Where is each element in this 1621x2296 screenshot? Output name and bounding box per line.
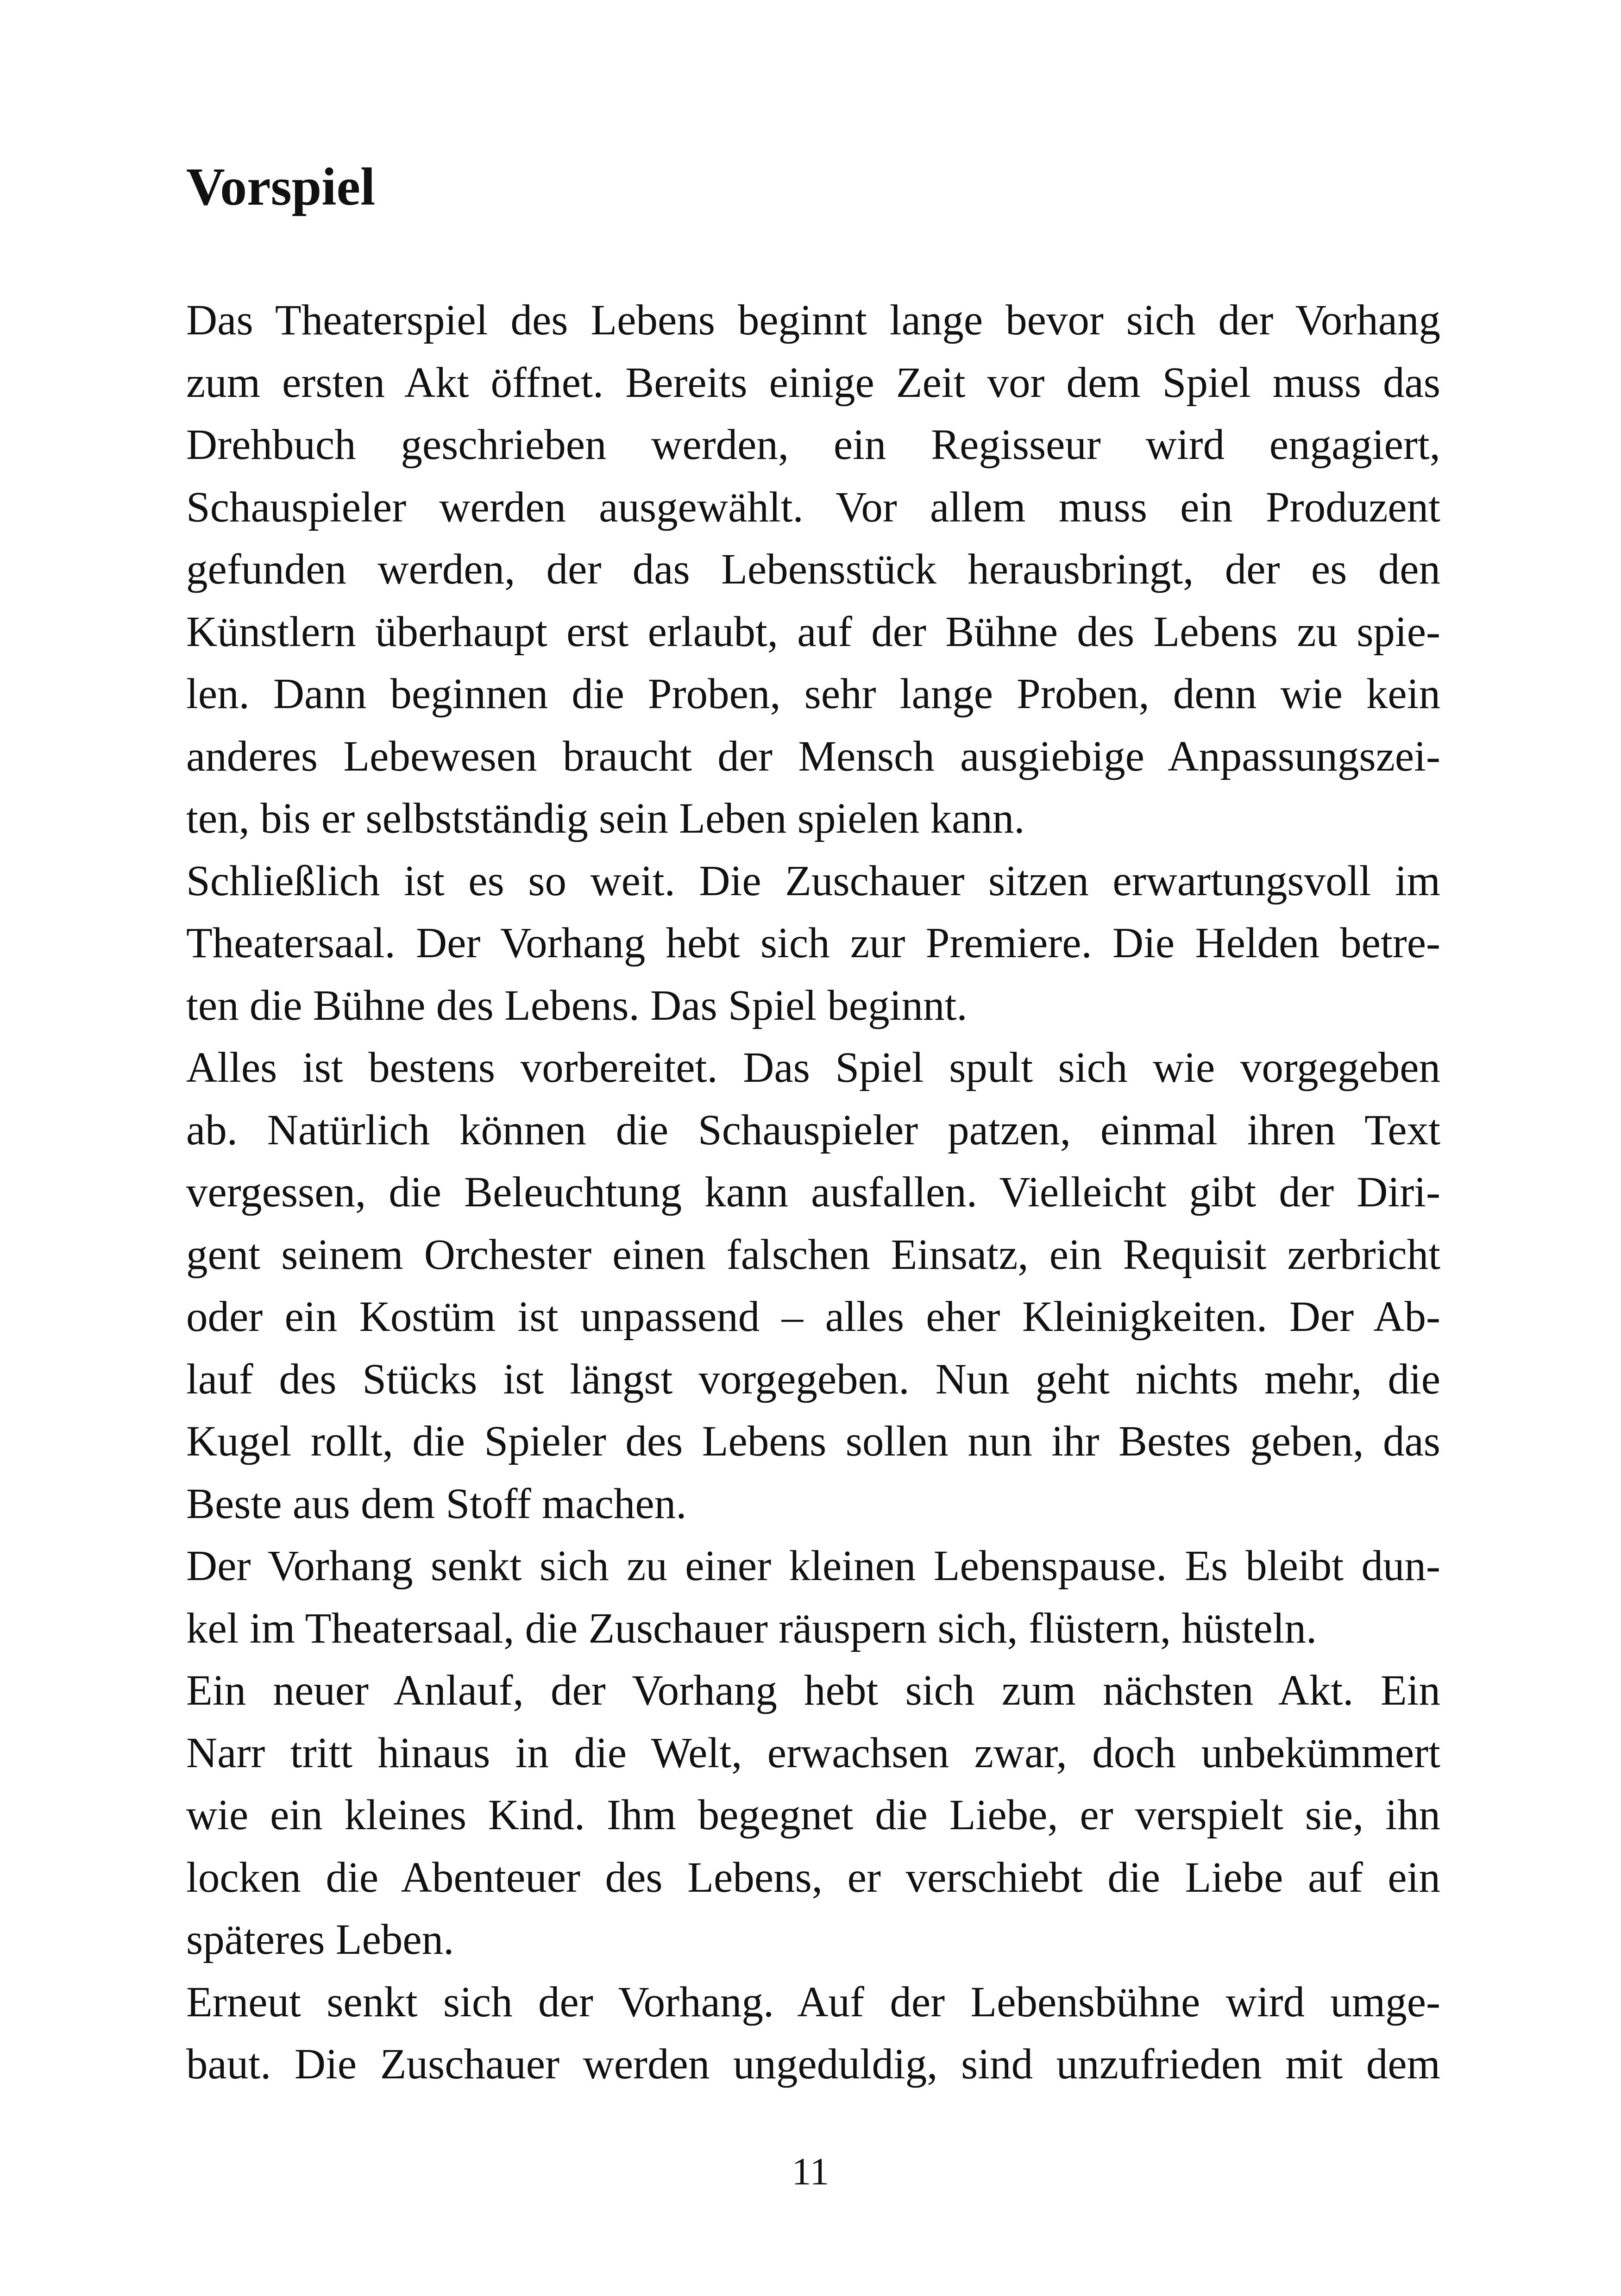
text-line: Alles ist bestens vorbereitet. Das Spiel spult sich wie vorgegeben (186, 1044, 1440, 1092)
page-number: 11 (792, 2150, 829, 2193)
text-line: Künstlern überhaupt erst erlaubt, auf der Bühne des Lebens zu spie- (186, 608, 1440, 656)
body-text (186, 289, 1440, 2096)
text-line: ten, bis er selbstständig sein Leben spielen kann. (186, 795, 1025, 842)
chapter-title: Vorspiel (186, 157, 376, 217)
text-line: gefunden werden, der das Lebensstück herausbringt, der es den (186, 546, 1440, 593)
text-line: wie ein kleines Kind. Ihm begegnet die Liebe, er verspielt sie, ihn (186, 1791, 1440, 1839)
text-line: Erneut senkt sich der Vorhang. Auf der Lebensbühne wird umge- (186, 1978, 1440, 2026)
text-line: Das Theaterspiel des Lebens beginnt lange bevor sich der Vorhang (186, 296, 1440, 344)
text-line: Schließlich ist es so weit. Die Zuschauer sitzen erwartungsvoll im (186, 857, 1440, 905)
text-line: lauf des Stücks ist längst vorgegeben. Nun geht nichts mehr, die (186, 1355, 1440, 1403)
text-line: vergessen, die Beleuchtung kann ausfallen. Vielleicht gibt der Diri- (186, 1168, 1440, 1216)
text-line: anderes Lebewesen braucht der Mensch ausgiebige Anpassungszei- (186, 732, 1440, 780)
text-line: Kugel rollt, die Spieler des Lebens sollen nun ihr Bestes geben, das (186, 1418, 1440, 1465)
text-line: len. Dann beginnen die Proben, sehr lange Proben, denn wie kein (186, 670, 1440, 718)
text-line: zum ersten Akt öffnet. Bereits einige Zeit vor dem Spiel muss das (186, 358, 1440, 407)
text-line: Beste aus dem Stoff machen. (186, 1480, 687, 1528)
text-line: Drehbuch geschrieben werden, ein Regisseur wird engagiert, (186, 421, 1440, 469)
text-line: Theatersaal. Der Vorhang hebt sich zur Premiere. Die Helden betre- (186, 919, 1440, 967)
text-line: späteres Leben. (186, 1916, 454, 1964)
text-line: ten die Bühne des Lebens. Das Spiel beginnt. (186, 981, 968, 1029)
text-line: Schauspieler werden ausgewählt. Vor allem muss ein Produzent (186, 483, 1440, 531)
text-line: Ein neuer Anlauf, der Vorhang hebt sich zum nächsten Akt. Ein (186, 1667, 1440, 1714)
text-line: Der Vorhang senkt sich zu einer kleinen Lebenspause. Es bleibt dun- (186, 1542, 1440, 1590)
text-line: Narr tritt hinaus in die Welt, erwachsen zwar, doch unbekümmert (186, 1729, 1440, 1777)
text-line: gent seinem Orchester einen falschen Einsatz, ein Requisit zerbricht (186, 1230, 1440, 1279)
text-line: locken die Abenteuer des Lebens, er verschiebt die Liebe auf ein (186, 1853, 1440, 1901)
text-line: kel im Theatersaal, die Zuschauer räuspern sich, flüstern, hüsteln. (186, 1604, 1317, 1652)
text-line: oder ein Kostüm ist unpassend – alles eher Kleinigkeiten. Der Ab- (186, 1293, 1440, 1341)
text-line: ab. Natürlich können die Schauspieler patzen, einmal ihren Text (186, 1106, 1440, 1154)
text-line: baut. Die Zuschauer werden ungeduldig, sind unzufrieden mit dem (186, 2040, 1440, 2088)
